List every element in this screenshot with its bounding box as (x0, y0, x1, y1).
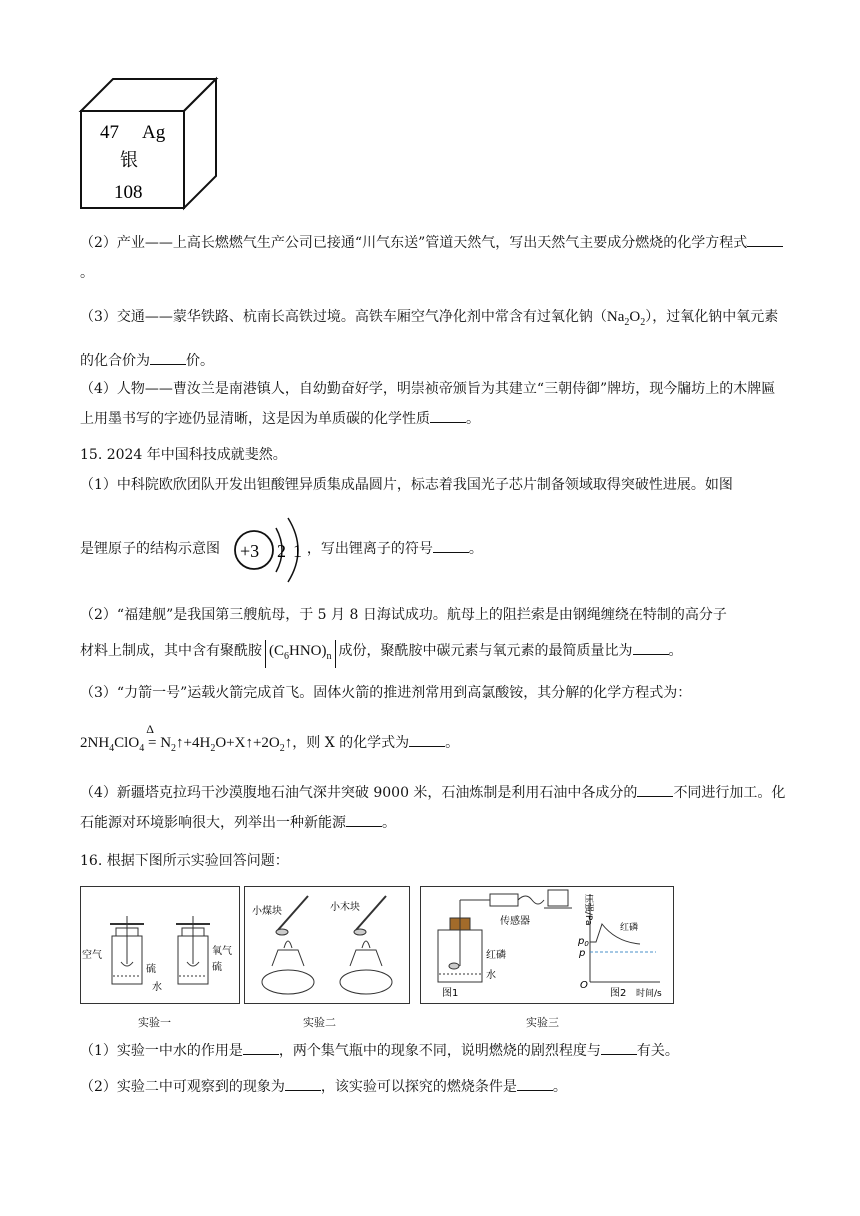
fig1-label: 图1 (442, 988, 459, 999)
sodium-peroxide-formula: $Na_2O_2$ (606, 309, 646, 328)
q15-part4-end: 。 (382, 815, 396, 831)
q14-part3-text: （3）交通——蒙华铁路、杭南长高铁过境。高铁车厢空气净化剂中常含有过氧化钠（ (80, 309, 607, 325)
q15-part2-text2: 成份，聚酰胺中碳元素与氧元素的最简质量比为 (338, 643, 633, 659)
q14-part4 (80, 374, 788, 434)
p0-label: $p_0$ (578, 936, 589, 948)
element-tile (78, 76, 220, 212)
q15-part1-text2: ，写出锂离子的符号 (306, 541, 433, 557)
q15-part3: （3）“力箭一号”运载火箭完成首飞。固体火箭的推进剂常用到高氯酸铵，其分解的化学方程式为： (80, 685, 692, 701)
q16-part1-end: 有关。 (636, 1043, 679, 1059)
q15-part4-text2: 不同进行加工。化石能源对环境影响很大，列举出一种新能源 (80, 785, 786, 831)
sulfur-label-a: 硫 (146, 964, 156, 975)
wood-label: 小木块 (330, 902, 360, 913)
experiment-2-caption: 实验二 (303, 1016, 336, 1029)
sulfur-label-b: 硫 (212, 962, 222, 973)
q16-part2-end: 。 (552, 1079, 567, 1095)
q15-part3-question: ，则 X 的化学式为 (292, 735, 410, 751)
x-axis-label: 时间/s (636, 989, 662, 999)
answer-blank[interactable] (433, 538, 469, 553)
decomposition-equation: $2NH_4ClO_4$ Δ = $N_2↑+4H_2O+X↑+2O_2↑$，则 X 的化学式为 。 (80, 732, 459, 760)
air-label: 空气 (82, 950, 102, 961)
q15-part2-line1: （2）“福建舰”是我国第三艘航母，于 5 月 8 日海试成功。航母上的阻拦索是由钢绳缠绕在特制的高分子 (80, 607, 727, 623)
q15-part1: （1）中科院欧欣团队开发出钽酸锂异质集成晶圆片，标志着我国光子芯片制备领域取得突破性进展。如图 (80, 477, 733, 493)
heating-symbol: Δ (146, 722, 154, 736)
phosphorus-label: 红磷 (486, 950, 506, 961)
answer-blank[interactable] (517, 1076, 553, 1091)
q14-part2-text: （2）产业——上高长燃燃气生产公司已接通“川气东送”管道天然气，写出天然气主要成分燃烧的化学方程式 (80, 235, 748, 251)
q14-part4-end: 。 (466, 411, 480, 427)
water-label: 水 (486, 970, 496, 981)
experiment-3-diagram (420, 886, 674, 1004)
q14-part3-end: 价。 (186, 353, 214, 369)
answer-blank[interactable] (285, 1076, 321, 1091)
answer-blank[interactable] (409, 732, 445, 747)
coal-label: 小煤块 (252, 906, 282, 917)
p-label: p (579, 948, 586, 959)
experiment-1-diagram (80, 886, 240, 1004)
polyamide-formula: $(C_6HNO)_n$ (265, 640, 336, 668)
experiment-3-caption: 实验三 (526, 1016, 559, 1029)
q16-part2-text2: ，该实验可以探究的燃烧条件是 (320, 1079, 517, 1095)
shell-1-electrons: 2 (277, 541, 286, 561)
curve-label: 红磷 (620, 923, 639, 933)
q15-part2-line2 (80, 640, 683, 668)
answer-blank[interactable] (637, 782, 673, 797)
q14-part3 (80, 298, 788, 380)
q15-part2-end: 。 (668, 643, 683, 659)
q16-title: 16. 根据下图所示实验回答问题： (80, 853, 289, 869)
q14-part2-end: 。 (80, 265, 94, 281)
element-number: 47 (100, 122, 119, 143)
answer-blank[interactable] (430, 408, 466, 423)
answer-blank[interactable] (346, 812, 382, 827)
oxygen-label-1: 氧 (212, 946, 222, 957)
element-mass: 108 (114, 182, 143, 203)
q16-part2 (80, 1076, 567, 1098)
element-name: 银 (120, 150, 138, 171)
oxygen-label-2: 气 (222, 946, 232, 957)
lithium-atom-diagram (230, 512, 312, 588)
y-axis-label: 压强/Pa (583, 894, 593, 926)
sensor-label: 传感器 (500, 916, 530, 927)
experiment-1-caption: 实验一 (138, 1016, 171, 1029)
q16-part1-text2: ，两个集气瓶中的现象不同，说明燃烧的剧烈程度与 (278, 1043, 601, 1059)
fig2-label: 图2 (610, 988, 627, 999)
experiment-2-diagram (244, 886, 410, 1004)
q14-part4-text: （4）人物——曹汝兰是南港镇人，自幼勤奋好学，明崇祯帝颁旨为其建立“三朝侍御”牌坊，现今牖坊上的木牌匾上用墨书写的字迹仍显清晰，这是因为单质碳的化学性质 (80, 381, 776, 427)
q15-part2-text: 材料上制成，其中含有聚酰胺 (80, 643, 262, 659)
element-symbol: Ag (142, 122, 166, 143)
q15-part4 (80, 778, 788, 838)
q16-part1-text: （1）实验一中水的作用是 (80, 1043, 243, 1059)
q15-part1-end: 。 (468, 541, 483, 557)
q16-part1 (80, 1040, 679, 1062)
q14-part3-text2: ），过氧化钠中氧元素的化合价为 (80, 309, 779, 369)
answer-blank[interactable] (633, 640, 669, 655)
q16-part2-text: （2）实验二中可观察到的现象为 (80, 1079, 285, 1095)
answer-blank[interactable] (243, 1040, 279, 1055)
answer-blank[interactable] (747, 232, 783, 247)
q15-part4-text: （4）新疆塔克拉玛干沙漠腹地石油气深井突破 9000 米，石油炼制是利用石油中各成分的 (80, 785, 638, 801)
answer-blank[interactable] (150, 350, 186, 365)
nucleus-charge: +3 (240, 541, 260, 561)
origin-label: O (580, 980, 588, 991)
shell-2-electrons: 1 (293, 541, 302, 561)
water-label: 水 (152, 982, 162, 993)
q15-title: 15. 2024 年中国科技成就斐然。 (80, 447, 287, 463)
answer-blank[interactable] (601, 1040, 637, 1055)
q14-part2 (80, 228, 788, 288)
q15-part1-text: 是锂原子的结构示意图 (80, 541, 220, 557)
